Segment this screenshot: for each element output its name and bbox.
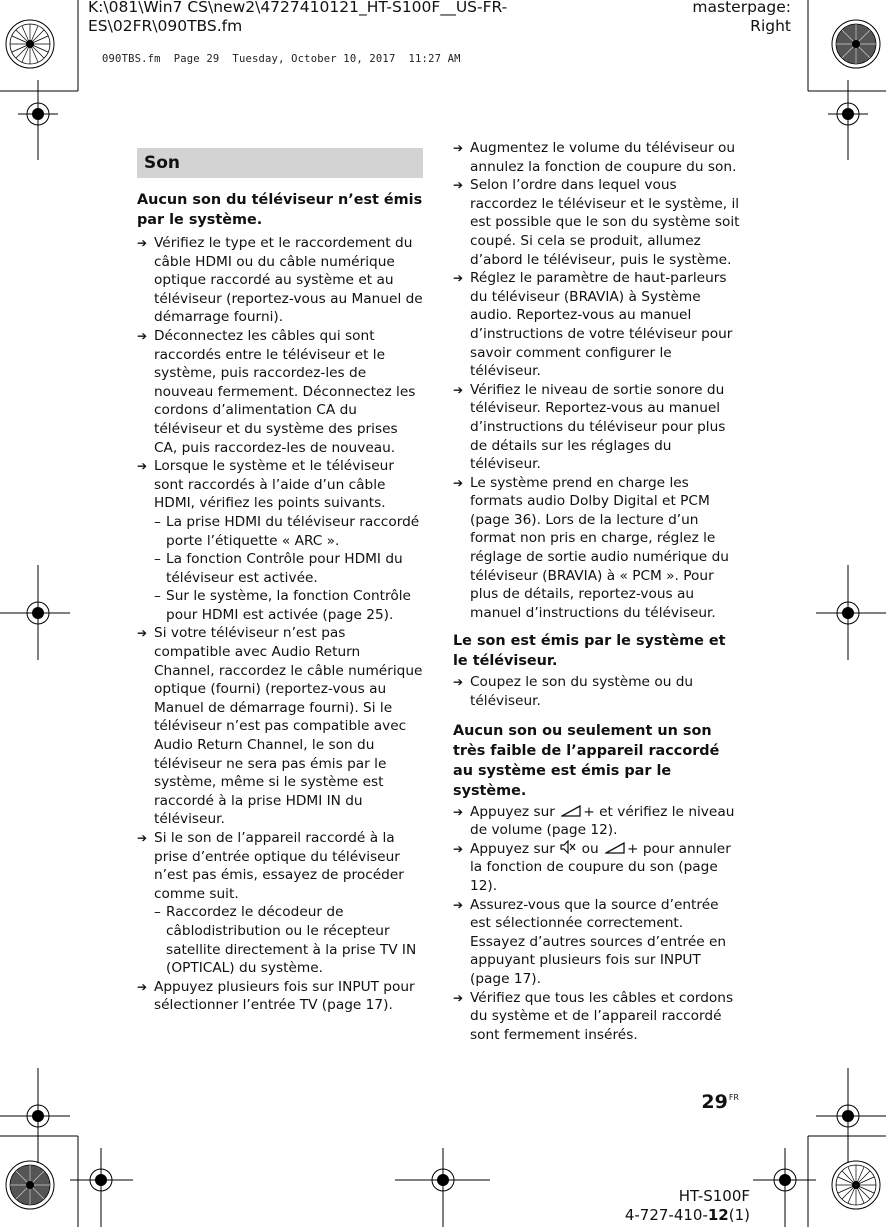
page-number <box>701 1091 739 1113</box>
item-text: Augmentez le volume du téléviseur ou annulez la fonction de coupure du son. <box>470 140 737 175</box>
item-text: Si le son de l’appareil raccordé à la prise d’entrée optique du téléviseur n’est pas émis, essayez de procéder comme suit. <box>154 830 404 902</box>
item-text: Lorsque le système et le téléviseur sont raccordés à l’aide d’un câble HDMI, vérifiez les points suivants. <box>154 458 394 512</box>
volume-icon <box>605 842 625 854</box>
list-item <box>453 381 740 474</box>
arrow-icon: ➔ <box>453 804 464 819</box>
right-list <box>453 139 740 622</box>
list-item <box>137 327 423 457</box>
item-text: + pour annuler la fonction de coupure du son (page 12). <box>470 840 731 894</box>
arrow-icon: ➔ <box>137 979 148 994</box>
right-list-2 <box>453 673 740 710</box>
list-item <box>137 624 423 829</box>
item-text: Appuyez sur <box>470 840 555 857</box>
list-item <box>137 457 423 624</box>
sub-text: La fonction Contrôle pour HDMI du téléviseur est activée. <box>166 551 403 586</box>
sub-item: – La fonction Contrôle pour HDMI du téléviseur est activée. <box>154 551 403 586</box>
heading-sound-both: Le son est émis par le système et le téléviseur. <box>453 633 726 670</box>
list-item <box>137 234 423 327</box>
arrow-icon: ➔ <box>453 475 464 490</box>
item-text: Réglez le paramètre de haut-parleurs du téléviseur (BRAVIA) à Système audio. Reportez-vous au manuel d’instructions de votre téléviseur pour savoir comment configurer le téléviseur. <box>470 270 733 380</box>
arrow-icon: ➔ <box>453 990 464 1005</box>
item-text: Appuyez plusieurs fois sur INPUT pour sélectionner l’entrée TV (page 17). <box>154 978 415 1014</box>
list-item <box>453 474 740 623</box>
masterpage-label-text: masterpage: <box>692 0 791 16</box>
sub-item: – Raccordez le décodeur de câblodistribution ou le récepteur satellite directement à la prise TV IN (OPTICAL) du système. <box>154 904 417 977</box>
arrow-icon: ➔ <box>453 897 464 912</box>
mute-icon <box>560 840 576 854</box>
arrow-icon: ➔ <box>453 178 464 193</box>
right-column <box>453 139 740 1044</box>
model-name: HT-S100F <box>678 1187 750 1205</box>
item-text: Si votre téléviseur n’est pas compatible avec Audio Return Channel, raccordez le câble numérique optique (fourni) (reportez-vous au Manuel de démarrage fourni). Si le téléviseur n’est pas compatible avec Audio Return Channel, le son du téléviseur ne sera pas émis par le système, même si le système est raccordé à la prise HDMI IN du téléviseur. <box>154 625 423 828</box>
model-info <box>625 1187 750 1225</box>
item-text: Coupez le son du système ou du téléviseur. <box>470 674 694 710</box>
arrow-icon: ➔ <box>453 141 464 155</box>
item-text: Selon l’ordre dans lequel vous raccordez le téléviseur et le système, il est possible que le son du système soit coupé. Si cela se produit, allumez d’abord le téléviseur, puis le système. <box>470 177 740 268</box>
heading-no-tv-sound: Aucun son du téléviseur n’est émis par le système. <box>137 192 423 228</box>
right-list-3 <box>453 803 740 1045</box>
section-title: Son <box>137 148 423 178</box>
list-item <box>137 829 423 978</box>
list-item <box>453 840 740 896</box>
part-number <box>625 1206 750 1225</box>
item-text: + et vérifiez le niveau de volume (page 12). <box>470 803 735 839</box>
arrow-icon: ➔ <box>137 626 148 641</box>
item-text: ou <box>581 840 599 857</box>
list-item <box>453 803 740 840</box>
item-text: Vérifiez le type et le raccordement du câble HDMI ou du câble numérique optique raccordé au système et au téléviseur (reportez-vous au Manuel de démarrage fourni). <box>154 235 423 326</box>
left-list <box>137 234 423 1015</box>
arrow-icon: ➔ <box>137 236 148 250</box>
left-column <box>137 148 423 1015</box>
list-item <box>453 989 740 1045</box>
page-lang: FR <box>728 1093 739 1102</box>
masterpage-value: Right <box>750 17 791 35</box>
list-item <box>453 269 740 381</box>
arrow-icon: ➔ <box>453 675 464 690</box>
heading-no-device-sound: Aucun son ou seulement un son très faible de l’appareil raccordé au système est émis par le système. <box>453 722 720 799</box>
arrow-icon: ➔ <box>453 382 464 397</box>
arrow-icon: ➔ <box>137 459 148 474</box>
sub-item: – La prise HDMI du téléviseur raccordé porte l’étiquette « ARC ». <box>154 513 420 549</box>
list-item <box>137 978 423 1015</box>
masterpage-label <box>692 0 791 36</box>
item-text: Vérifiez le niveau de sortie sonore du téléviseur. Reportez-vous au manuel d’instructions du téléviseur pour plus de détails sur les réglages du téléviseur. <box>470 381 726 473</box>
sub-text: Sur le système, la fonction Contrôle pour HDMI est activée (page 25). <box>166 588 411 623</box>
list-item <box>453 139 740 176</box>
sub-item: – Sur le système, la fonction Contrôle pour HDMI est activée (page 25). <box>154 588 411 623</box>
list-item <box>453 176 740 269</box>
item-text: Assurez-vous que la source d’entrée est sélectionnée correctement. Essayez d’autres sources d’entrée en appuyant plusieurs fois sur INPUT (page 17). <box>470 896 727 987</box>
list-item <box>453 896 740 989</box>
arrow-icon: ➔ <box>137 831 148 845</box>
item-text: Déconnectez les câbles qui sont raccordés entre le téléviseur et le système, puis raccordez-les de nouveau fermement. Déconnectez les cordons d’alimentation CA du téléviseur et du système des prises CA, puis raccordez-les de nouveau. <box>154 327 416 456</box>
part-pre: 4-727-410- <box>624 1206 708 1224</box>
part-post: (1) <box>728 1206 750 1224</box>
arrow-icon: ➔ <box>453 841 464 856</box>
sub-text: Raccordez le décodeur de câblodistribution ou le récepteur satellite directement à la prise TV IN (OPTICAL) du système. <box>166 904 417 977</box>
item-text: Appuyez sur <box>470 803 555 820</box>
volume-icon <box>561 805 581 817</box>
print-stamp: 090TBS.fm Page 29 Tuesday, October 10, 2017 11:27 AM <box>102 53 461 65</box>
sub-text: La prise HDMI du téléviseur raccordé porte l’étiquette « ARC ». <box>166 513 420 549</box>
item-text: Vérifiez que tous les câbles et cordons du système et de l’appareil raccordé sont fermement insérés. <box>470 989 734 1043</box>
arrow-icon: ➔ <box>137 328 148 343</box>
arrow-icon: ➔ <box>453 271 464 286</box>
part-bold: 12 <box>707 1206 729 1224</box>
page-number-value: 29 <box>701 1091 728 1113</box>
list-item <box>453 673 740 710</box>
item-text: Le système prend en charge les formats audio Dolby Digital et PCM (page 36). Lors de la lecture d’un format non pris en charge, réglez le réglage de sortie audio numérique du téléviseur (BRAVIA) à « PCM ». Pour plus de détails, reportez-vous au manuel d’instructions du téléviseur. <box>470 474 729 621</box>
file-path: K:\081\Win7 CS\new2\4727410121_HT-S100F__US-FR-ES\02FR\090TBS.fm <box>88 0 508 35</box>
